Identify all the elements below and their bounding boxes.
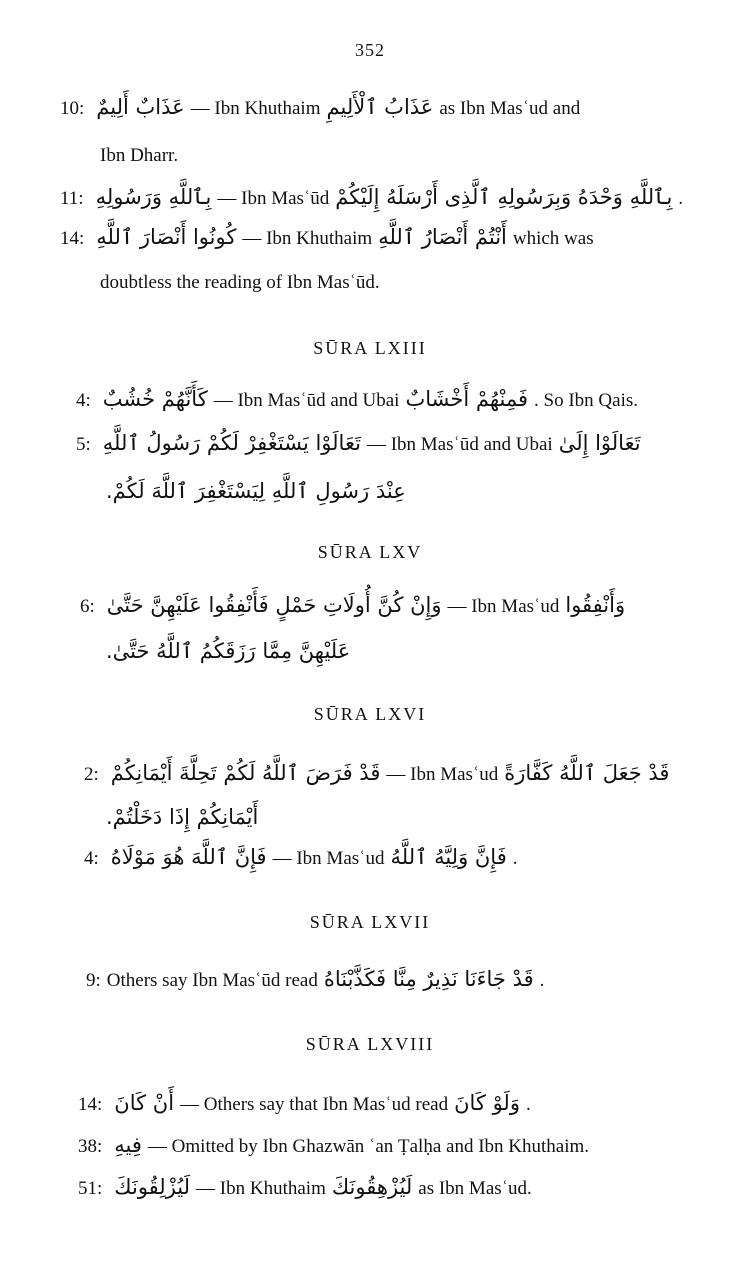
arabic-text: أَنْ كَانَ <box>114 1091 175 1115</box>
verse-number: 4: <box>84 848 99 869</box>
arabic-text: قَدْ فَرَضَ ٱللَّهُ لَكُمْ تَحِلَّةَ أَيْمَانِكُمْ <box>110 761 381 785</box>
verse-number: 51: <box>78 1178 103 1199</box>
arabic-variant: وَأَنْفِقُوا <box>565 593 626 617</box>
entry-continuation <box>100 804 740 832</box>
sura-heading: SŪRA LXV <box>317 542 423 562</box>
entry-text-tail: . <box>512 848 518 869</box>
entry-continuation: Ibn Dharr. <box>100 145 179 166</box>
entry-text: — Ibn Masʿud <box>447 596 560 617</box>
arabic-variant: قَدْ جَاءَنَا نَذِيرٌ مِنَّا فَكَذَّبْنَاهُ <box>323 967 534 991</box>
arabic-text: لَيُزْلِقُونَكَ <box>114 1175 191 1199</box>
arabic-variant: أَنْتُمْ أَنْصَارُ ٱللَّهِ <box>378 225 507 249</box>
arabic-text: بِٱللَّهِ وَرَسُولِهِ <box>95 185 212 209</box>
verse-number: 14: <box>60 228 85 249</box>
arabic-text: كُونُوا أَنْصَارَ ٱللَّهِ <box>96 225 237 249</box>
entry-text-tail: . So Ibn Qais. <box>534 390 639 411</box>
verse-number: 14: <box>78 1094 103 1115</box>
entry-continuation <box>100 478 740 506</box>
arabic-variant: بِٱللَّهِ وَحْدَهُ وَبِرَسُولِهِ ٱلَّذِى أَرْسَلَهُ إِلَيْكُمْ <box>335 185 673 209</box>
entry-text: — Others say that Ibn Masʿud read <box>180 1094 449 1115</box>
verse-number: 2: <box>84 764 99 785</box>
entry-11 <box>60 184 700 212</box>
arabic-variant: عَذَابُ ٱلْأَلِيمِ <box>326 95 434 119</box>
verse-number: 10: <box>60 98 85 119</box>
entry-14 <box>78 1090 718 1118</box>
arabic-text: فَإِنَّ ٱللَّهَ هُوَ مَوْلَاهُ <box>110 845 267 869</box>
entry-51 <box>78 1174 718 1202</box>
entry-text: — Ibn Masʿūd and Ubai <box>213 390 400 411</box>
entry-text-tail: . <box>525 1094 531 1115</box>
arabic-variant: فَإِنَّ وَلِيَّهُ ٱللَّهُ <box>390 845 507 869</box>
entry-text-tail: as Ibn Masʿud. <box>418 1178 532 1199</box>
sura-heading: SŪRA LXVI <box>313 704 427 724</box>
entry-text-tail: as Ibn Masʿud and <box>439 98 581 119</box>
entry-continuation <box>100 638 740 666</box>
arabic-variant: قَدْ جَعَلَ ٱللَّهُ كَفَّارَةً <box>504 761 670 785</box>
verse-number: 5: <box>76 434 91 455</box>
entry-4 <box>76 386 716 414</box>
entry-6 <box>80 592 720 620</box>
arabic-text: فِيهِ <box>114 1133 142 1157</box>
sura-heading: SŪRA LXVIII <box>305 1034 435 1054</box>
entry-4 <box>84 844 724 872</box>
entry-text-tail: which was <box>512 228 594 249</box>
arabic-text: عَذَابٌ أَلِيمٌ <box>96 95 185 119</box>
arabic-text: تَعَالَوْا يَسْتَغْفِرْ لَكُمْ رَسُولُ ٱللَّهِ <box>102 431 361 455</box>
verse-number: 38: <box>78 1136 103 1157</box>
entry-text: — Ibn Khuthaim <box>190 98 321 119</box>
entry-text: — Omitted by Ibn Ghazwān ʿan Ṭalḥa and Ibn Khuthaim. <box>147 1136 590 1157</box>
arabic-continuation: عَلَيْهِنَّ مِمَّا رَزَقَكُمُ ٱللَّهُ حَتَّىٰ. <box>106 639 351 663</box>
verse-number: 11: <box>60 188 84 209</box>
sura-heading: SŪRA LXIII <box>313 338 427 358</box>
arabic-continuation: أَيْمَانِكُمْ إِذَا دَخَلْتُمْ. <box>106 805 259 829</box>
entry-9 <box>86 966 726 994</box>
entry-text: — Ibn Masʿud <box>386 764 499 785</box>
entry-10 <box>60 94 700 122</box>
entry-text-tail: . <box>678 188 684 209</box>
arabic-variant: وَلَوْ كَانَ <box>454 1091 520 1115</box>
sura-heading: SŪRA LXVII <box>309 912 431 932</box>
entry-text: Others say Ibn Masʿūd read <box>106 970 318 991</box>
verse-number: 4: <box>76 390 91 411</box>
entry-text: — Ibn Khuthaim <box>242 228 373 249</box>
entry-text: — Ibn Masʿūd and Ubai <box>366 434 553 455</box>
entry-text: — Ibn Masʿūd <box>217 188 330 209</box>
entry-text: — Ibn Khuthaim <box>196 1178 326 1199</box>
arabic-text: كَأَنَّهُمْ خُشُبٌ <box>102 387 208 411</box>
entry-38 <box>78 1132 718 1160</box>
entry-2 <box>84 760 724 788</box>
entry-14 <box>60 224 700 252</box>
verse-number: 9: <box>86 970 101 991</box>
arabic-variant: فَمِنْهُمْ أَخْشَابٌ <box>405 387 529 411</box>
entry-continuation: doubtless the reading of Ibn Masʿūd. <box>100 272 380 293</box>
entry-text: — Ibn Masʿud <box>272 848 385 869</box>
verse-number: 6: <box>80 596 95 617</box>
entry-text-tail: . <box>539 970 545 991</box>
page-number: 352 <box>355 40 385 60</box>
arabic-continuation: عِنْدَ رَسُولِ ٱللَّهِ لِيَسْتَغْفِرَ ٱللَّهَ لَكُمْ. <box>106 479 406 503</box>
arabic-variant: تَعَالَوْا إِلَىٰ <box>558 431 641 455</box>
arabic-text: وَإِنْ كُنَّ أُولَاتِ حَمْلٍ فَأَنْفِقُوا عَلَيْهِنَّ حَتَّىٰ <box>106 593 442 617</box>
entry-5 <box>76 430 716 458</box>
arabic-variant: لَيُزْهِقُونَكَ <box>331 1175 413 1199</box>
